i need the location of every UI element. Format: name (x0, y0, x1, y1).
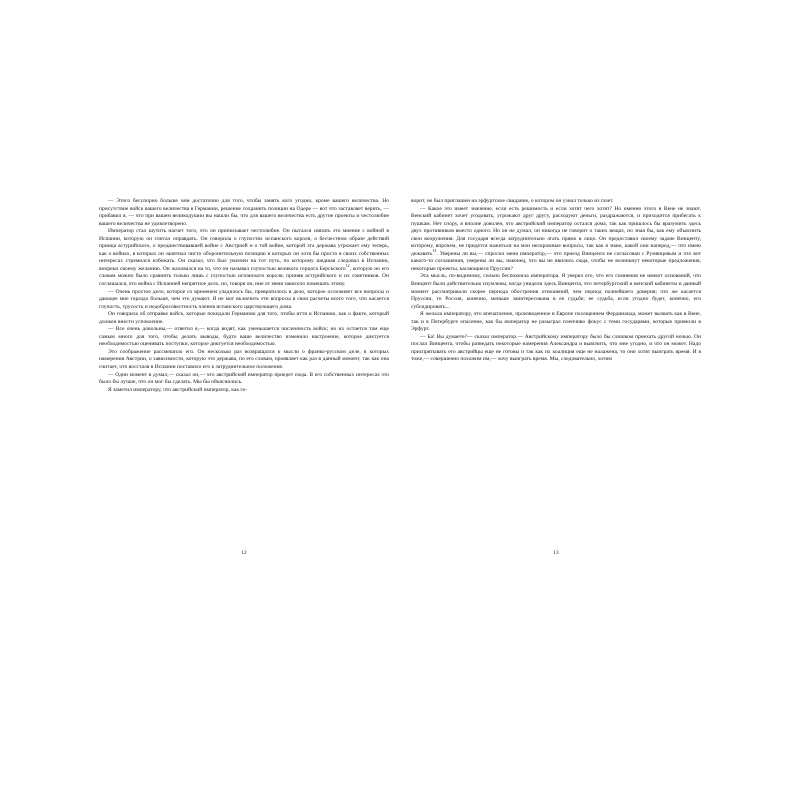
page-right (411, 198, 701, 556)
paragraph: — Один момент я думал,— сказал он,— что австрийский император приедет сюда. В его собственных интересах это было бы лучше, что он мог бы сделать. Мы бы объяснились. (99, 371, 389, 386)
page-right-text (411, 198, 701, 364)
page-left (99, 198, 389, 556)
paragraph: — Ба! Вы думаете?— сказал император.— Австрийскому императору было бы слишком приехать другой ночью. Он послал Винцента, чтобы разведать некоторые намерения Александра и выяснить, что мне угодно, и что он может. Надо приспрятывать его австрийцы еще не готовы и так как их коалиция еще не налажена, то они хотят выиграть время. И я тоже,— совершенно похожим им,— хочу выиграть время. Мы, следовательно, хотим (411, 333, 701, 363)
paragraph: ворит, не был приглашен на эрфуртское свидание, о котором он узнал только из газет. (411, 198, 614, 204)
paragraph: — Очень простое дело, которое со временем уладилось бы, превратилось в дело, которое осложняет все вопросы и дающее мне гораздо больше, чем это думают. Я не мог включить эти вопросы в свои расчеты всего того, что касается глупость, трусость и недобросовестность членов испанского царствующего дома. (99, 288, 389, 310)
paragraph: — Все очень довольны,— ответил я,— когда видят, как уменьшается численность войск; но их остается там еще самым много для того, чтобы делать выводы, будто ваше величество изменило настроение, которое диктуется необходимостью оценивать поступки, которое диктуется необходимостью. (99, 326, 389, 348)
paragraph: Он говорила об отправке войск, которые покидали Германию для того, чтобы итти в Испанию, как о факте, который должен внести успокоение. (99, 311, 389, 325)
paragraph: — Какое это имеет значение, если есть решимость и если хотят чего хотят? Но именно этого в Вене не знают. Венский кабинет хочет угодовать, угрожают друг другу, расходуют деньги, раздражаются, и приходится прибегать к пушкам. Нет спору, я вполне доволен, что австрийский император остался дома, так как пришлось бы вразумить здесь двух противников вместо одного. Но он не думал, он никогда не говорит о таких вещах, но зная бы, как ему объяснить свои вооружения. Для государя всегда затруднительно лгать прямо в лицо. Он предоставил своему задаче Винценту, которому, впрочем, не придется нажиться на мои нескромные вопросы, так как я знаю, какой они наперед,— что имею дежавать$^{13}$. Уверены ли вы,— спросил меня император,— что приезд Винцента не согласован с Румянцевым и что вот какого-то соглашения, уверены ли вы, наконец, что вы не явились сюда, чтобы не возникнут некоторые предложения, некоторые проекты, касающиеся Пруссии? (411, 205, 701, 272)
paragraph: — Этого бесспорно больше чем достаточно для того, чтобы занять кого угодно, кроме вашего величества. Но присутствие войск вашего величества в Германии, решение сохранить позиции на Одере — вот что заставляет верить, — прибавил я, — что при вашем великодушии вы нашли бы, что для вашего величества есть другие проекты и честолюбие вашего величества не удовлетворено. (99, 198, 389, 227)
paragraph: Император стал шутить насчет того, что он приписывает честолюбие. Он пытался связать это мнение с войной в Испании, которую он считал оправдать. Он говорила о глупостях испанского короля, о бесчестном образе действий принца астурийского, о предшествовавшей войне с Австрией и о той войне, которой эта держава угрожает ему теперь, как о войнах, в которых он запятнал чисто оборонительную позицию и которых он хотя бы просто в своих собственных интересах стремился избежать. Он сказал, что был увлечен на тот путь, по которому шедшая следовал в Испании, вопреки своему желанию. Он жаловался на то, что он называл глупостью великого герцога Берскского$^{12}$, которую но его словам можно было сравнить только лишь с глупостью испанского короля, приняв астурийского и их советников. Он соглашался, что война с Испанией непрятное дело, но, говоря он, ине от меня зависело помешать этому. (99, 228, 389, 288)
paragraph: Это соображение рассмешило его. Он несколько раз возвращался к мысли о франко-русском деле, в которых намерения Австрии, о зависимости, которую это держава, по его словам, проявляет как раз в данный момент, так как она считает, что воссталя в Испании поставило его к затруднительное положение. (99, 348, 389, 371)
page-number-left: 12 (241, 550, 247, 556)
paragraph: Я заметил императору, что австрийский император, как го- (108, 386, 248, 393)
paragraph: Эта мысль, по-видимому, сильно беспокоила императора. Я уверял его, что его сомнения не имеют оснований, что Винцент были действительно изумлены, когда увидели здесь Винцента, что петербургский и венский кабинеты и данный момент рассматривали скорее периода обострения отношений, чем период полнейшего доверия; что же касается Пруссии, то Россия, конечно, меньше заинтересована в ее судьбе; ее судьба, если угодно будет, конечно, его субсидировать... (411, 273, 701, 310)
page-left-text (99, 198, 389, 394)
page-number-right: 13 (553, 550, 559, 556)
paragraph: Я желала императору, что впечатление, произведенное в Европе посещением Фердинанда, может вызвать как в Вене, так и в Петербурге опасение, как бы император не разыграл пленчиво фокус с теми государями, которые привезли в Эрфурт. (411, 311, 701, 333)
